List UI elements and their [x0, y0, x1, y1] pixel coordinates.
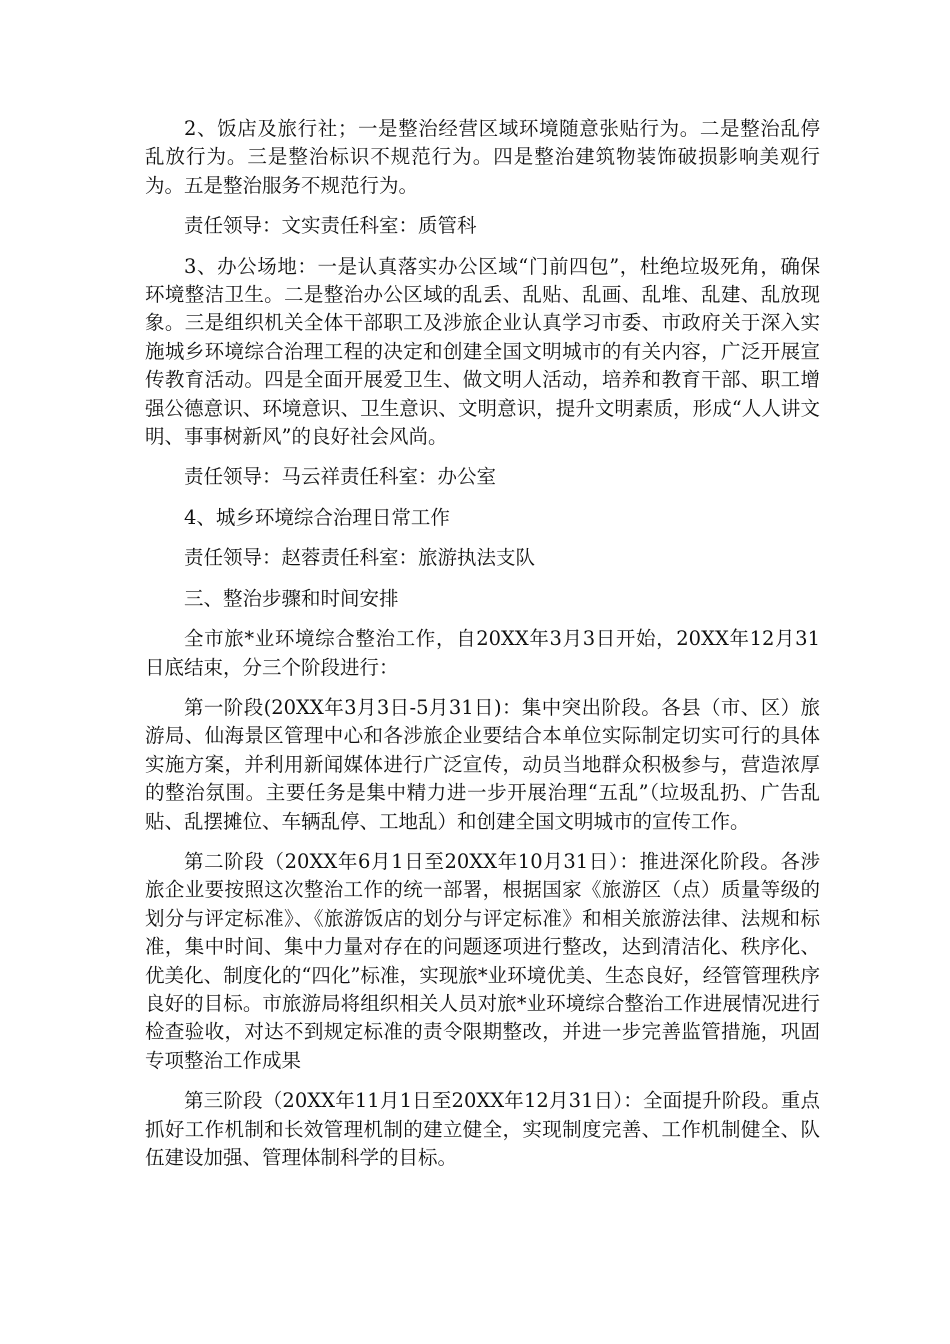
- paragraph-phase-three: 第三阶段（20XX年11月1日至20XX年12月31日）：全面提升阶段。重点抓好工作机制和长效管理机制的建立健全，实现制度完善、工作机制健全、队伍建设加强、管理体制科学的目标。: [145, 1089, 820, 1169]
- paragraph-daily-work: 4、城乡环境综合治理日常工作: [184, 505, 450, 529]
- section-heading-steps-schedule: 三、整治步骤和时间安排: [184, 586, 399, 610]
- paragraph-hotels-travel-agencies: 2、饭店及旅行社；一是整治经营区域环境随意张贴行为。二是整治乱停乱放行为。三是整治标识不规范行为。四是整治建筑物装饰破损影响美观行为。五是整治服务不规范行为。: [145, 117, 820, 197]
- paragraph-phase-one: 第一阶段(20XX年3月3日-5月31日)：集中突出阶段。各县（市、区）旅游局、仙海景区管理中心和各涉旅企业要结合本单位实际制定切实可行的具体实施方案，并利用新闻媒体进行广泛宣传，动员当地群众积极参与，营造浓厚的整治氛围。主要任务是集中精力进一步开展治理“五乱”（垃圾乱扔、广告乱贴、乱摆摊位、车辆乱停、工地乱）和创建全国文明城市的宣传工作。: [145, 695, 820, 833]
- document-body: [145, 115, 820, 1184]
- paragraph-responsibility-mayunxiang: 责任领导：马云祥责任科室：办公室: [184, 465, 497, 489]
- paragraph-overall-schedule: 全市旅*业环境综合整治工作，自20XX年3月3日开始，20XX年12月31日底结束，分三个阶段进行：: [145, 627, 820, 679]
- paragraph-office-premises: 3、办公场地：一是认真落实办公区域“门前四包”，杜绝垃圾死角，确保环境整洁卫生。二是整治办公区域的乱丢、乱贴、乱画、乱堆、乱建、乱放现象。三是组织机关全体干部职工及涉旅企业认真学习市委、市政府关于深入实施城乡环境综合治理工程的决定和创建全国文明城市的有关内容，广泛开展宣传教育活动。四是全面开展爱卫生、做文明人活动，培养和教育干部、职工增强公德意识、环境意识、卫生意识、文明意识，提升文明素质，形成“人人讲文明、事事树新风”的良好社会风尚。: [145, 254, 820, 449]
- paragraph-responsibility-zhaorong: 责任领导：赵蓉责任科室：旅游执法支队: [184, 546, 536, 570]
- paragraph-responsibility-wenshi: 责任领导：文实责任科室：质管科: [184, 214, 477, 238]
- paragraph-phase-two: 第二阶段（20XX年6月1日至20XX年10月31日）：推进深化阶段。各涉旅企业要按照这次整治工作的统一部署，根据国家《旅游区（点）质量等级的划分与评定标准》、《旅游饭店的划分与评定标准》和相关旅游法律、法规和标准，集中时间、集中力量对存在的问题逐项进行整改，达到清洁化、秩序化、优美化、制度化的“四化”标准，实现旅*业环境优美、生态良好，经管管理秩序良好的目标。市旅游局将组织相关人员对旅*业环境综合整治工作进展情况进行检查验收，对达不到规定标准的责令限期整改，并进一步完善监管措施，巩固专项整治工作成果: [145, 849, 820, 1072]
